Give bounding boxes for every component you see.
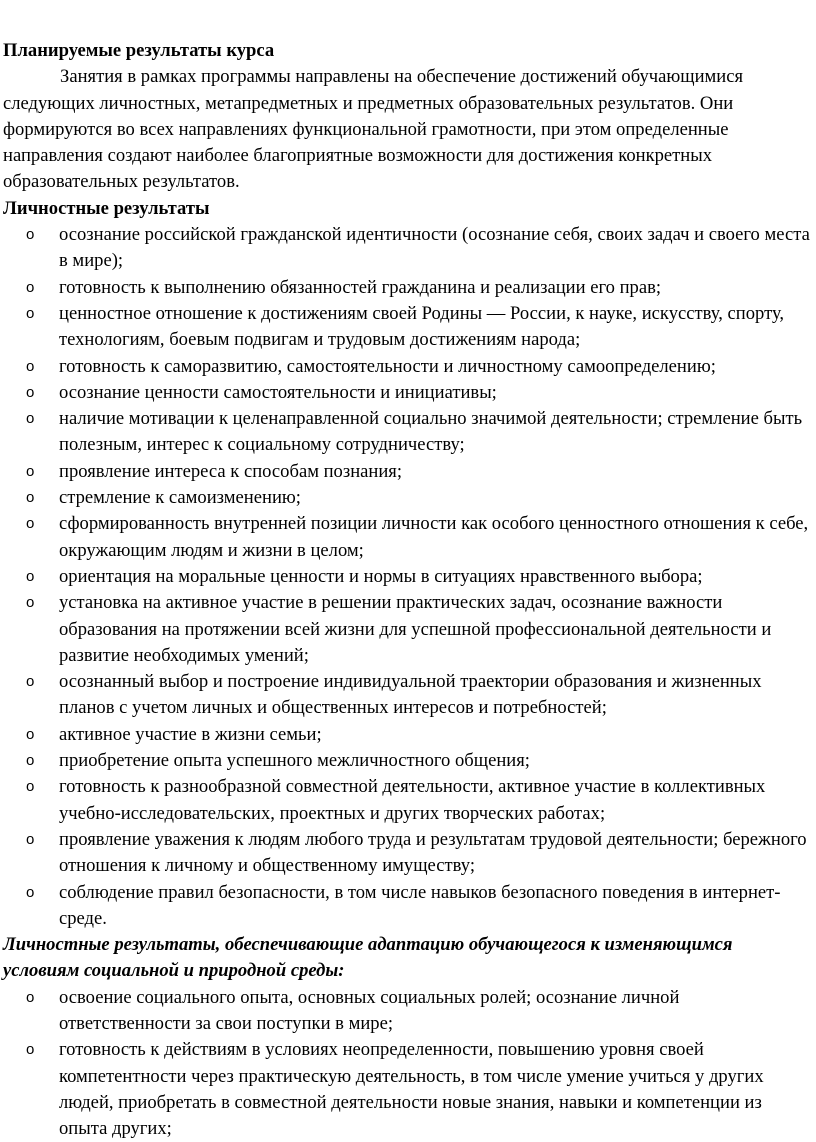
bullet-circle-icon: o — [26, 489, 35, 507]
intro-paragraph: Занятия в рамках программы направлены на обеспечение достижений обучающимися следующих личностных, метапредметных и предметных образовательных результатов. Они формируются во всех направлениях функциональной грамотности, при этом определенные направления создают наиболее благоприятные возможности для достижения конкретных образовательных результатов. — [3, 66, 744, 193]
list-item — [3, 669, 811, 722]
list-item — [3, 590, 811, 669]
adaptation-results-list — [3, 985, 811, 1142]
bullet-circle-icon: o — [26, 673, 35, 691]
list-item — [3, 354, 811, 380]
list-item — [3, 722, 811, 748]
document-page — [3, 38, 811, 1142]
list-item — [3, 275, 811, 301]
list-item — [3, 1037, 811, 1142]
bullet-circle-icon: o — [26, 830, 35, 848]
list-item — [3, 485, 811, 511]
bullet-circle-icon: o — [26, 515, 35, 533]
bullet-circle-icon: o — [26, 226, 35, 244]
list-item-text: проявление интереса к способам познания; — [59, 460, 403, 482]
list-item — [3, 748, 811, 774]
list-item — [3, 406, 811, 459]
list-item-text: приобретение опыта успешного межличностного общения; — [59, 750, 530, 772]
bullet-circle-icon: o — [26, 988, 35, 1006]
bullet-circle-icon: o — [26, 1041, 35, 1059]
bullet-circle-icon: o — [26, 567, 35, 585]
bullet-circle-icon: o — [26, 278, 35, 296]
list-item-text: готовность к выполнению обязанностей гражданина и реализации его прав; — [59, 276, 662, 298]
bullet-circle-icon: o — [26, 357, 35, 375]
bullet-circle-icon: o — [26, 383, 35, 401]
list-item — [3, 222, 811, 275]
list-item-text: освоение социального опыта, основных социальных ролей; осознание личной ответственности за свои поступки в мире; — [59, 986, 680, 1034]
list-item — [3, 459, 811, 485]
list-item-text: готовность к действиям в условиях неопределенности, повышению уровня своей компетентности через практическую деятельность, в том числе умение учиться у других людей, приобретать в совместной деятельности новые знания, навыки и компетенции из опыта других; — [59, 1039, 764, 1140]
list-item — [3, 880, 811, 933]
list-item-text: ценностное отношение к достижениям своей Родины — России, к науке, искусству, спорту, технологиям, боевым подвигам и трудовым достижениям народа; — [59, 302, 785, 351]
list-item — [3, 564, 811, 590]
bullet-circle-icon: o — [26, 778, 35, 796]
list-item — [3, 301, 811, 354]
personal-results-list — [3, 222, 811, 932]
list-item-text: осознание ценности самостоятельности и инициативы; — [59, 381, 497, 403]
bullet-circle-icon: o — [26, 725, 35, 743]
list-item-text: стремление к самоизменению; — [59, 487, 301, 509]
list-item-text: соблюдение правил безопасности, в том числе навыков безопасного поведения в интернет-среде. — [59, 881, 781, 929]
list-item-text: наличие мотивации к целенаправленной социально значимой деятельности; стремление быть полезным, интерес к социальному сотрудничеству; — [59, 408, 803, 456]
list-item-text: активное участие в жизни семьи; — [59, 723, 322, 745]
list-item-text: готовность к разнообразной совместной деятельности, активное участие в коллективных учебно-исследовательских, проектных и других творческих работах; — [59, 776, 766, 824]
list-item-text: осознание российской гражданской идентичности (осознание себя, своих задач и своего места в мире); — [59, 224, 810, 272]
list-item-text: сформированность внутренней позиции личности как особого ценностного отношения к себе, окружающим людям и жизни в целом; — [59, 513, 809, 561]
bullet-circle-icon: o — [26, 462, 35, 480]
bullet-circle-icon: o — [26, 883, 35, 901]
list-item — [3, 774, 811, 827]
list-item — [3, 380, 811, 406]
list-item — [3, 827, 811, 880]
list-item-text: проявление уважения к людям любого труда и результатам трудовой деятельности; бережного отношения к личному и общественному имуществу; — [59, 828, 807, 877]
section-heading-adaptation-results: Личностные результаты, обеспечивающие адаптацию обучающегося к изменяющимся условиям социальной и природной среды: — [3, 934, 733, 982]
list-item-text: готовность к саморазвитию, самостоятельности и личностному самоопределению; — [59, 355, 716, 377]
document-title: Планируемые результаты курса — [3, 40, 275, 61]
bullet-circle-icon: o — [26, 752, 35, 770]
list-item-text: осознанный выбор и построение индивидуальной траектории образования и жизненных планов с учетом личных и общественных интересов и потребностей; — [59, 671, 762, 719]
bullet-circle-icon: o — [26, 410, 35, 428]
bullet-circle-icon: o — [26, 304, 35, 322]
bullet-circle-icon: o — [26, 594, 35, 612]
section-heading-personal-results: Личностные результаты — [3, 197, 210, 219]
list-item-text: установка на активное участие в решении практических задач, осознание важности образования на протяжении всей жизни для успешной профессиональной деятельности и развитие необходимых умений; — [59, 592, 772, 666]
list-item-text: ориентация на моральные ценности и нормы в ситуациях нравственного выбора; — [59, 565, 703, 587]
list-item — [3, 511, 811, 564]
list-item — [3, 985, 811, 1038]
